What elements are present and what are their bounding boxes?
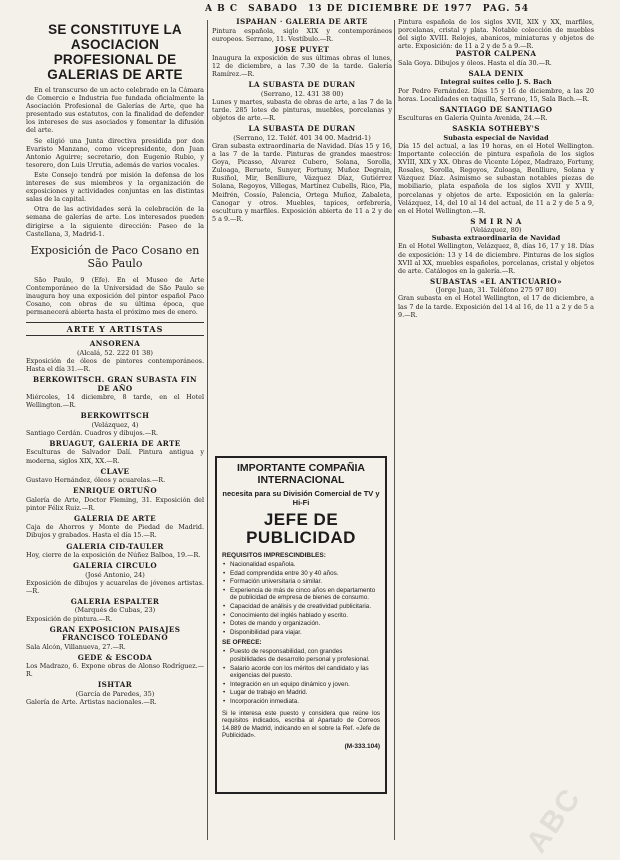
listing-text: Gustavo Hernández, óleos y acuarelas.—R. [26,476,166,485]
listing-text: Los Madrazo, 6. Expone obras de Alonso Rodríguez.—R. [26,662,204,679]
listing-address: (Serrano, 12. Teléf. 401 34 00. Madrid-1) [233,133,371,142]
listing-text: Lunes y martes, subasta de obras de arte, a las 7 de la tarde. 285 lotes de pinturas, muebles, porcelanas y objetos de arte.—R. [212,98,392,123]
listing-subtitle: Integral suites cello J. S. Bach [440,78,552,87]
listing-address: (José Antonio, 24) [85,570,145,579]
listing-entry [26,598,204,623]
listing-name: BERKOWITSCH [80,411,150,421]
requirement-item: • Disponibilidad para viajar. [230,629,380,637]
listing-text: Gran subasta en el Hotel Wellington, el 17 de diciembre, a las 7 de la tarde. Exposición del 14 al 16, de 11 a 2 y de 5 a 9.—R. [398,294,594,319]
left-column [26,18,204,840]
exhibition-text: São Paulo, 9 (Efe). En el Museo de Arte Contemporáneo de la Universidad de São Paulo se inaugura hoy una exposición del pintor español Paco Cosano, con obras de su última época, que permanecerá abierta hasta el próximo mes de enero. [26,275,204,317]
listing-text: Esculturas en Galería Quinta Avenida, 24.—R. [398,114,548,123]
listing-name: LA SUBASTA DE DURAN [248,124,356,134]
listing-address: (Velázquez, 80) [470,226,522,235]
listing-address: (Alcalá, 52. 222 01 38) [76,348,153,357]
header-date: 13 DE DICIEMBRE DE 1977 [308,4,473,14]
listing-text: Pintura española, siglo XIX y contemporáneos europeos. Serrano, 11. Vestíbulo.—R. [212,26,392,43]
listing-entry [26,376,204,409]
listing-name: ANSORENA [89,339,141,349]
header-page: PAG. 54 [482,4,530,14]
listing-group [26,340,204,706]
listing-entry [398,50,594,67]
listing-entry [26,487,204,512]
job-advert [215,456,387,794]
listing-text: Gran subasta extraordinaria de Navidad. Días 15 y 16, a las 7 de la tarde. Pinturas de grandes maestros: Goya, Picasso, Alvarez Cubero, Solana, Sorolla, Zuloaga, Beruete, Sunyer, Fortuny, Muñoz Degrain, Rusiñol, Mir, Benlliure, Vázquez Díaz, Gutiérrez Solana, Regoyos, Villegas, Martínez Cubells, Rico, Pla, Meifrén, Cossío, Palencia, Ortega Muñoz, Zabaleta, Canogar y otros. Muebles, tapices, orfebrería, escultura y marfiles. Exposición abierta de 11 a 2 y de 5 a 9.—R. [212,141,392,223]
lead-paragraph: Este Consejo tendrá por misión la defensa de los intereses de sus miembros y la organización de exposiciones y actividades conjuntas en las distintas salas de la capital. [26,170,204,204]
listing-text: Exposición de dibujos y acuarelas de jóvenes artistas.—R. [26,578,204,595]
listing-name: GRAN EXPOSICION PAISAJES FRANCISCO TOLEDANO [49,624,181,643]
offers-list [222,648,380,705]
requirements-label: REQUISITOS IMPRESCINDIBLES: [222,552,326,559]
listing-name: ISHTAR [97,680,133,690]
listing-name: BRUAGUT, GALERIA DE ARTE [49,438,181,448]
listing-text: Galería de Arte, Doctor Fleming, 31. Exposición del pintor Félix Ruiz.—R. [26,495,204,512]
listing-text: Esculturas de Salvador Dalí. Pintura antigua y moderna, siglos XIX, XX.—R. [26,448,204,465]
listing-name: S M I R N A [470,216,522,226]
listing-name: GALERIA ESPALTER [70,596,160,606]
offer-item: • Puesto de responsabilidad, con grandes posibilidades de desarrollo personal y profesional. [230,648,380,663]
listing-name: GALERIA DE ARTE [73,513,157,523]
listing-entry [398,125,594,214]
requirement-item: • Capacidad de análisis y de creatividad publicitaria. [230,603,380,611]
listing-name: ENRIQUE ORTUÑO [72,486,158,496]
requirement-item: • Dotes de mando y organización. [230,620,380,628]
listing-entry [398,70,594,103]
offers-label: SE OFRECE: [222,639,262,647]
listing-name: LA SUBASTA DE DURAN [248,80,356,90]
listing-entry [398,218,594,275]
listing-text: Sala Alcón, Villanueva, 27.—R. [26,642,126,651]
listing-text: En el Hotel Wellington, Velázquez, 8, días 16, 17 y 18. Días de exposición: 13 y 14 de diciembre. Pinturas de los siglos XVII al XX, muebles españoles, porcelanas, cristal y objetos de arte. Catálogos en la galería.—R. [398,242,594,275]
section-banner: ARTE Y ARTISTAS [26,322,204,336]
listing-entry [26,515,204,540]
listing-address: (García de Paredes, 35) [75,689,155,698]
advert-title: JEFE DE PUBLICIDAD [246,510,356,547]
listing-group [398,50,594,318]
continued-text: Pintura española de los siglos XVII, XIX y XX, marfiles, porcelanas, cristal y plata. Notable colección de muebles del siglo XVIII. Relojes, abanicos, miniaturas y objetos de arte. Exposición: de 11 a 2 y de 5 a 9.—R. [398,18,594,51]
header-day: SABADO [248,4,298,14]
listing-text: Hoy, cierre de la exposición de Núñez Balboa, 19.—R. [26,551,201,560]
listing-entry [212,46,392,79]
offer-item: • Salario acorde con los méritos del candidato y las exigencias del puesto. [230,665,380,680]
listing-name: JOSE PUYET [274,44,330,54]
listing-text: Sala Goya. Dibujos y óleos. Hasta el día 30.—R. [398,58,552,67]
listing-name: ISPAHAN · GALERIA DE ARTE [236,18,368,26]
offer-item: • Incorporación inmediata. [230,698,380,706]
listing-entry [26,543,204,560]
listing-text: Exposición de pintura.—R. [26,614,113,623]
lead-paragraph: En el transcurso de un acto celebrado en la Cámara de Comercio e Industria fue fundada oficialmente la Asociación Profesional de Galerías de Arte, que ha presentado sus estatutos, con la finalidad de defender los intereses de sus asociados y fomentar la difusión del arte. [26,86,204,135]
listing-text: Caja de Ahorros y Monte de Piedad de Madrid. Dibujos y grabados. Hasta el día 15.—R. [26,523,204,540]
listing-subtitle: Subasta especial de Navidad [443,133,549,142]
listing-group [212,18,392,223]
lead-paragraph: Otra de las actividades será la celebración de la semana de galerías de arte. Los interesados pueden dirigirse a la siguiente dirección: Paseo de la Castellana, 3, Madrid-1. [26,205,204,238]
listing-name: GALERIA CID-TAULER [66,541,164,551]
requirement-item: • Conocimiento del inglés hablado y escrito. [230,612,380,620]
listing-entry [212,81,392,122]
listing-entry [26,562,204,595]
listing-name: CLAVE [100,466,130,476]
requirement-item: • Experiencia de más de cinco años en departamento de publicidad de empresa de bienes de consumo. [230,587,380,602]
listing-address: (Marqués de Cubas, 23) [74,606,156,615]
listing-address: (Serrano, 12. 431 38 00) [260,89,344,98]
right-column [398,18,594,840]
requirement-item: • Edad comprendida entre 30 y 40 años. [230,570,380,578]
listing-name: GEDE & ESCODA [77,652,153,662]
offer-item: • Integración en un equipo dinámico y joven. [230,681,380,689]
listing-text: Día 15 del actual, a las 19 horas, en el Hotel Wellington. Importante colección de pintura española de los siglos XVIII, XIX y XX. Obras de Vicente López, Madrazo, Fortuny, Rosales, Sorolla, Regoyos, Zuloaga, Benlliure, Solana y Vázquez Díaz. Asimismo se subastan notables piezas de mobiliario, plata española de los siglos XVII y XVIII, porcelanas y objetos de arte. Exposición en la galería: Velázquez, 14, del 10 al 14 del actual, de 11 a 2 y de 5 a 9, en el Hotel Wellington.—R. [398,141,594,215]
listing-name: BERKOWITSCH. GRAN SUBASTA FIN DE AÑO [32,375,198,393]
listing-entry [398,106,594,123]
advert-footer: Si le interesa este puesto y considera que reúne los requisitos indicados, escriba al Apartado de Correos 14.889 de Madrid, indicando en el sobre la Ref. «Jefe de Publicidad». [222,709,380,740]
requirement-item: • Nacionalidad española. [230,561,380,569]
listing-name: SANTIAGO DE SANTIAGO [439,104,553,114]
listing-entry [26,412,204,437]
advert-subtitle: necesita para su División Comercial de TV y Hi-Fi [222,489,380,507]
listing-entry [212,18,392,43]
listing-entry [26,626,204,651]
listing-entry [26,340,204,373]
listing-entry [26,468,204,485]
listing-text: Exposición de óleos de pintores contemporáneos. Hasta el día 31.—R. [26,356,204,373]
listing-name: SASKIA SOTHEBY'S [452,124,540,134]
listing-address: (Jorge Juan, 31. Teléfono 275 97 80) [435,286,557,295]
listing-name: SUBASTAS «EL ANTICUARIO» [430,276,562,286]
listing-text: Santiago Cerdán. Cuadros y dibujos.—R. [26,428,158,437]
advert-reference: (M-333.104) [344,742,380,750]
listing-name: PASTOR CALPENA [455,49,537,59]
listing-text: Inaugura la exposición de sus últimas obras el lunes, 12 de diciembre, a las 7.30 de la tarde. Galería Ramírez.—R. [212,54,392,79]
listing-entry [26,440,204,465]
lead-headline: SE CONSTITUYE LA ASOCIACION PROFESIONAL DE GALERIAS DE ARTE [47,22,183,82]
listing-entry [26,681,204,706]
listing-subtitle: Subasta extraordinaria de Navidad [431,234,561,243]
listing-text: Miércoles, 14 diciembre, 8 tarde, en el Hotel Wellington.—R. [26,393,204,410]
requirement-item: • Formación universitaria o similar. [230,578,380,586]
listing-entry [398,278,594,319]
watermark: ABC [520,781,588,859]
column-divider [207,20,208,840]
listing-text: Galería de Arte. Artistas nacionales.—R. [26,698,157,706]
listing-name: GALERIA CIRCULO [72,561,158,571]
listing-name: SALA DENIX [468,68,524,78]
requirements-list [222,561,380,636]
exhibition-headline: Exposición de Paco Cosano en São Paulo [30,243,200,270]
listing-entry [26,654,204,679]
offer-item: • Lugar de trabajo en Madrid. [230,689,380,697]
listing-text: Por Pedro Fernández. Días 15 y 16 de diciembre, a las 20 horas. Localidades en taquilla, Serrano, 15, Sala Bach.—R. [398,86,594,103]
header-publication: A B C [205,4,239,14]
lead-paragraph: Se eligió una Junta directiva presidida por don Evaristo Manzano, como vicepresidente, don Juan Antonio Aguirre; secretario, don Eugenio Rubio, y tesorero, don Luis Urrutia, además de varios vocales. [26,136,204,169]
listing-entry [212,125,392,223]
page-header [205,4,615,16]
listing-address: (Velázquez, 4) [91,420,139,429]
column-divider [394,20,395,840]
advert-company: IMPORTANTE COMPAÑIA INTERNACIONAL [237,462,365,486]
